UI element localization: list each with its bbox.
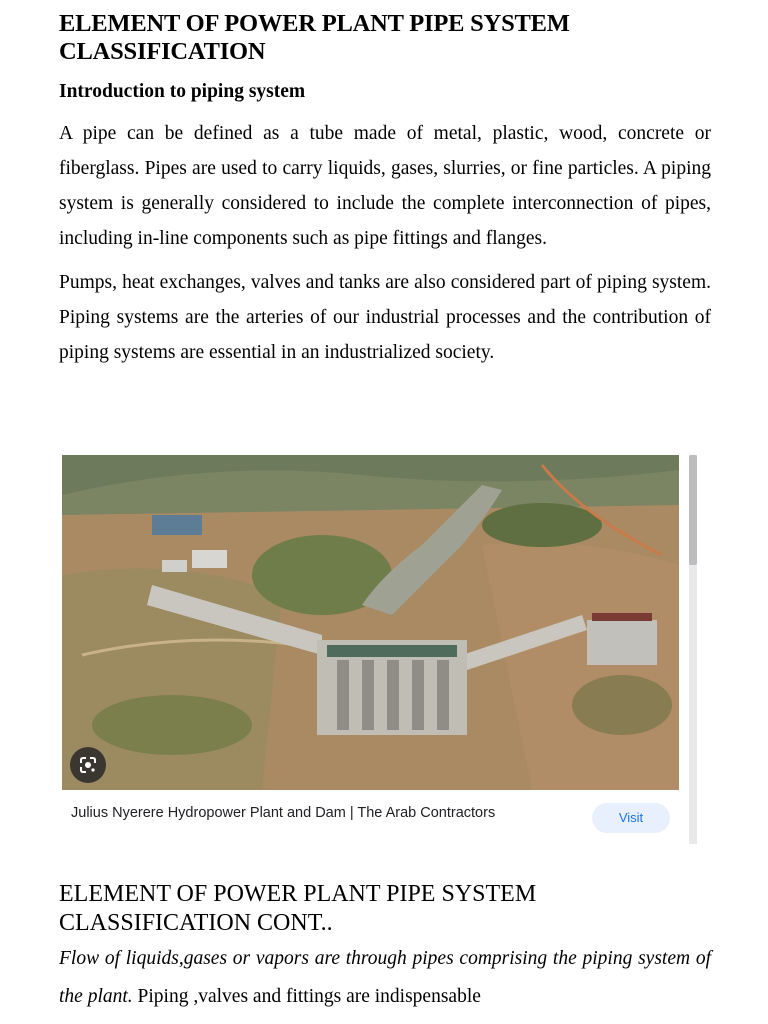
flow-paragraph-italic: Flow of liquids,gases or vapors are through pipes comprising the piping system of the plant. bbox=[59, 948, 711, 1007]
flow-paragraph bbox=[59, 940, 711, 1016]
dam-photo-illustration bbox=[62, 455, 679, 790]
scrollbar-thumb[interactable] bbox=[689, 455, 697, 565]
intro-paragraph: A pipe can be defined as a tube made of metal, plastic, wood, concrete or fiberglass. Pipes are used to carry liquids, gases, slurries, or fine particles. A piping system is generally considered to include the complete interconnection of pipes, including in-line components such as pipe fittings and flanges. bbox=[59, 123, 711, 249]
flow-paragraph-regular: Piping ,valves and fittings are indispensable bbox=[132, 986, 481, 1007]
section-subheading: Introduction to piping system bbox=[59, 81, 306, 102]
continued-heading: ELEMENT OF POWER PLANT PIPE SYSTEM CLASSIFICATION CONT.. bbox=[59, 881, 537, 936]
visual-search-button[interactable] bbox=[70, 747, 106, 783]
dam-aerial-photo[interactable] bbox=[62, 455, 679, 790]
google-lens-icon bbox=[78, 755, 98, 775]
components-paragraph: Pumps, heat exchanges, valves and tanks are also considered part of piping system. Piping systems are the arteries of our industrial processes and the contribution of piping systems are essential in an industrialized society. bbox=[59, 272, 711, 363]
image-caption[interactable]: Julius Nyerere Hydropower Plant and Dam | The Arab Contractors bbox=[71, 805, 496, 821]
visit-button[interactable]: Visit bbox=[592, 803, 670, 833]
image-search-card bbox=[62, 455, 699, 844]
main-heading: ELEMENT OF POWER PLANT PIPE SYSTEM CLASSIFICATION bbox=[59, 10, 570, 65]
